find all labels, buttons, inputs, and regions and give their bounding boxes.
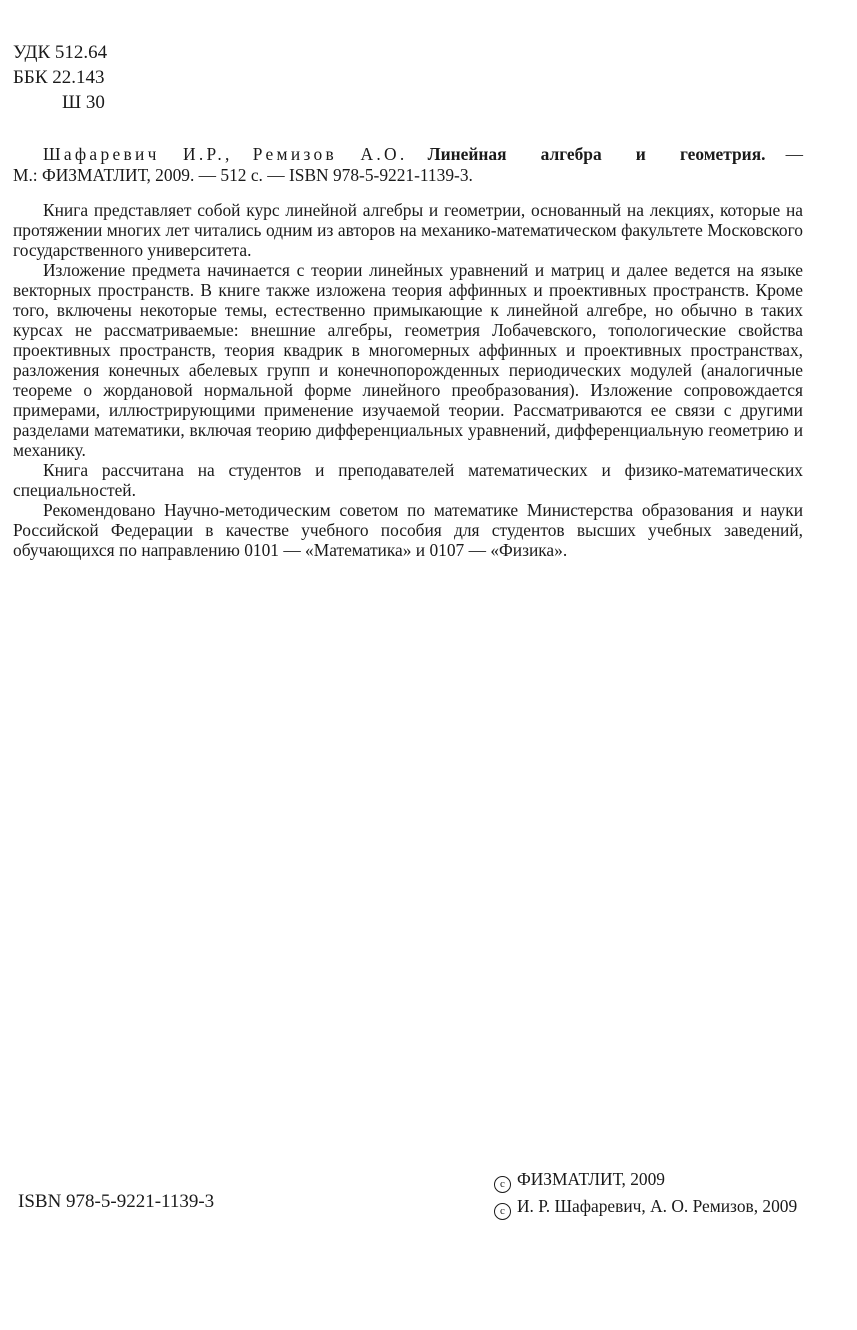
- bibliographic-record: [13, 144, 803, 186]
- book-title: Линейная алгебра и геометрия.: [427, 144, 766, 164]
- udk-code: УДК 512.64: [13, 42, 108, 63]
- copyright-icon: c: [494, 1203, 511, 1220]
- copyright-icon: c: [494, 1176, 511, 1193]
- abstract-paragraph: Рекомендовано Научно-методическим советом по математике Министерства образования и науки Российской Федерации в качестве учебного пособия для студентов высших учебных заведений, обучающихся по направлению 0101 — «Математика» и 0107 — «Физика».: [13, 500, 803, 560]
- isbn-footer: ISBN 978-5-9221-1139-3: [18, 1191, 215, 1212]
- title-dash: —: [785, 144, 803, 164]
- abstract: [13, 200, 803, 560]
- classification-block: [13, 40, 107, 115]
- bibliographic-line-1: [13, 144, 803, 165]
- abstract-paragraph: Книга представляет собой курс линейной алгебры и геометрии, основанный на лекциях, которые на протяжении многих лет читались одним из авторов на механико-математическом факультете Московского государственного университета.: [13, 200, 803, 260]
- author-2: Ремизов А.О.: [252, 144, 408, 164]
- author-mark: Ш 30: [62, 92, 105, 113]
- copyright-publisher-line: [494, 1166, 806, 1193]
- abstract-paragraph: Изложение предмета начинается с теории линейных уравнений и матриц и далее ведется на языке векторных пространств. В книге также изложена теория аффинных и проективных пространств. Кроме того, включены некоторые темы, естественно примыкающие к линейной алгебре, но обычно в таких курсах не рассматриваемые: внешние алгебры, геометрия Лобачевского, топологические свойства проективных пространств, теория квадрик в многомерных аффинных и проективных пространствах, разложения конечных абелевых групп и конечнопорожденных периодических модулей (аналогичные теореме о жордановой нормальной форме линейного преобразования). Изложение сопровождается примерами, иллюстрирующими применение изучаемой теории. Рассматриваются ее связи с другими разделами математики, включая теорию дифференциальных уравнений, дифференциальную геометрию и механику.: [13, 260, 803, 460]
- copyright-authors: И. Р. Шафаревич, А. О. Ремизов, 2009: [517, 1196, 798, 1216]
- author-1: Шафаревич И.Р.,: [43, 144, 233, 164]
- copyright-block: [494, 1166, 806, 1220]
- copyright-authors-line: [494, 1193, 806, 1220]
- bbk-code: ББК 22.143: [13, 67, 105, 88]
- copyright-publisher: ФИЗМАТЛИТ, 2009: [517, 1169, 665, 1189]
- abstract-paragraph: Книга рассчитана на студентов и преподавателей математических и физико-математических специальностей.: [13, 460, 803, 500]
- imprint-line: М.: ФИЗМАТЛИТ, 2009. — 512 с. — ISBN 978-5-9221-1139-3.: [13, 165, 473, 185]
